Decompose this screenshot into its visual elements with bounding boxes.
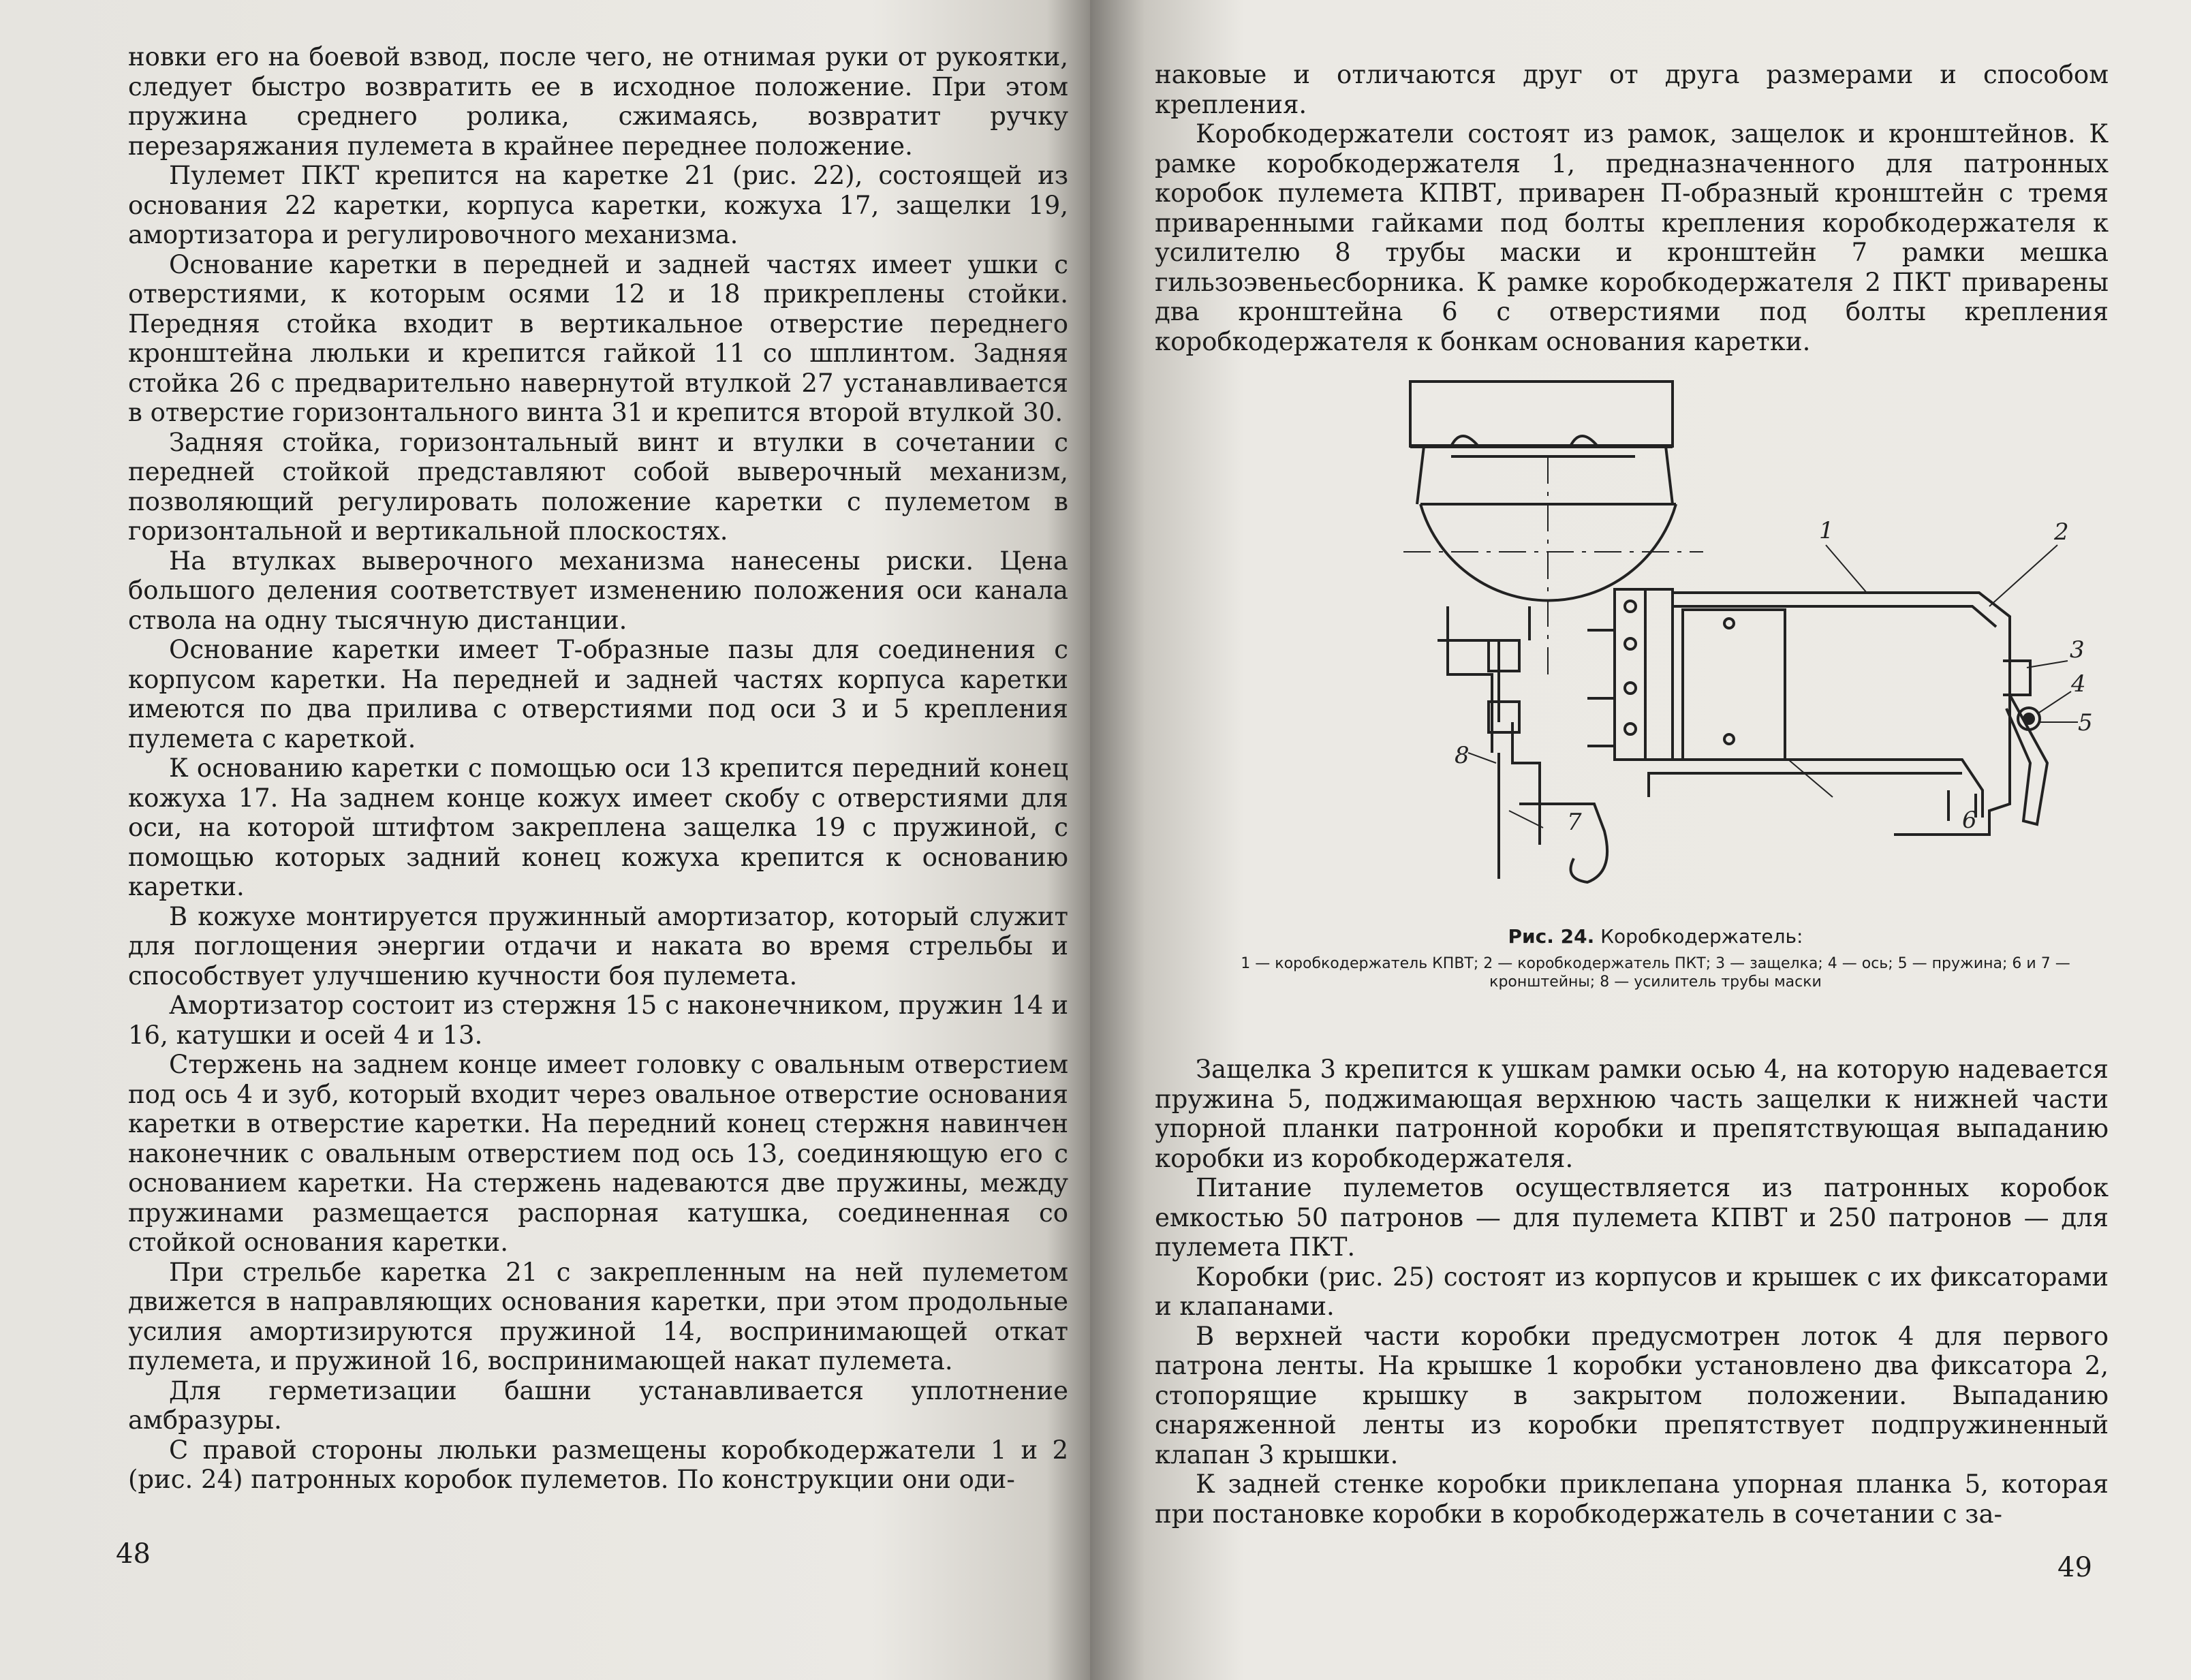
- figure-label: 7: [1567, 809, 1582, 836]
- paragraph: Защелка 3 крепится к ушкам рамки осью 4, на которую надевается пружина 5, поджимающая верхнюю часть защелки к нижней части упорной планки патронной коробки и препятствующая выпаданию коробки из коробкодержателя.: [1155, 1055, 2109, 1173]
- caption-legend: 1 — коробкодержатель КПВТ; 2 — коробкодержатель ПКТ; 3 — защелка; 4 — ось; 5 — пружина; 6 и 7 — кронштейны; 8 — усилитель трубы маски: [1241, 955, 2070, 991]
- paragraph: Коробки (рис. 25) состоят из корпусов и крышек с их фиксаторами и клапанами.: [1155, 1262, 2109, 1321]
- paragraph: Основание каретки в передней и задней частях имеет ушки с отверстиями, к которым осями 12 и 18 прикреплены стойки. Передняя стойка входит в вертикальное отверстие переднего кронштейна люльки и крепится гайкой 11 со шплинтом. Задняя стойка 26 с предварительно навернутой втулкой 27 устанавливается в отверстие горизонтального винта 31 и крепится второй втулкой 30.: [128, 249, 1068, 427]
- right-page: [1090, 0, 2191, 1680]
- box-holder-pkt: [1673, 593, 2010, 835]
- paragraph: К задней стенке коробки приклепана упорная планка 5, которая при постановке коробки в коробкодержатель в сочетании с за-: [1155, 1469, 2109, 1529]
- rivet: [1625, 724, 1636, 734]
- paragraph: новки его на боевой взвод, после чего, не отнимая руки от рукоятки, следует быстро возвратить ее в исходное положение. При этом пружина среднего ролика, сжимаясь, возвратит ручку перезаряжания пулемета в крайнее переднее положение.: [128, 42, 1068, 161]
- figure-label: 5: [2078, 709, 2093, 736]
- figure-label: 6: [1962, 807, 1977, 834]
- figure-label: 3: [2070, 636, 2085, 664]
- paragraph: В кожухе монтируется пружинный амортизатор, который служит для поглощения энергии отдачи и наката во время стрельбы и способствует улучшению кучности боя пулемета.: [128, 901, 1068, 991]
- bracket: [1448, 606, 1492, 753]
- hook: [1519, 804, 1607, 882]
- spring-5: [2024, 714, 2034, 724]
- rivet: [1724, 734, 1734, 744]
- paragraph: Задняя стойка, горизонтальный винт и втулки в сочетании с передней стойкой представляют собой выверочный механизм, позволяющий регулировать положение каретки с пулеметом в горизонтальной и вертикальной плоскостях.: [128, 427, 1068, 546]
- paragraph: наковые и отличаются друг от друга размерами и способом крепления.: [1155, 60, 2109, 119]
- rivet: [1625, 638, 1636, 649]
- left-page: [0, 0, 1090, 1680]
- figure-label: 8: [1455, 742, 1470, 769]
- page-number-right: 49: [2057, 1552, 2092, 1583]
- right-page-text-bottom: [1155, 1055, 2109, 1529]
- caption-figure-number: Рис. 24.: [1508, 925, 1595, 948]
- paragraph: На втулках выверочного механизма нанесены риски. Цена большого деления соответствует изменению положения оси канала ствола на одну тысячную дистанции.: [128, 546, 1068, 635]
- right-page-text-top: [1155, 60, 2109, 356]
- caption-title-text: Коробкодержатель:: [1600, 925, 1803, 948]
- box-holder-leg: [1649, 773, 1962, 797]
- bracket-7: [1512, 722, 1540, 845]
- paragraph: Коробкодержатели состоят из рамок, защелок и кронштейнов. К рамке коробкодержателя 1, предназначенного для патронных коробок пулемета КПВТ, приварен П-образный кронштейн с тремя приваренными гайками под болты крепления коробкодержателя к усилителю 8 трубы маски и кронштейн 7 рамки мешка гильзоэвеньесборника. К рамке коробкодержателя 2 ПКТ приварены два кронштейна 6 с отверстиями под болты крепления коробкодержателя к бонкам основания каретки.: [1155, 119, 2109, 356]
- figure-label: 4: [2071, 670, 2086, 698]
- paragraph: Основание каретки имеет Т-образные пазы для соединения с корпусом каретки. На передней и задней частях корпуса каретки имеются по два прилива с отверстиями под оси 3 и 5 крепления пулемета с кареткой.: [128, 635, 1068, 753]
- rivet: [1625, 683, 1636, 694]
- paragraph: С правой стороны люльки размещены коробкодержатели 1 и 2 (рис. 24) патронных коробок пулеметов. По конструкции они оди-: [128, 1435, 1068, 1494]
- rivet: [1625, 601, 1636, 612]
- figure-caption: [1189, 925, 2122, 991]
- page-number-left: 48: [116, 1538, 151, 1570]
- paragraph: В верхней части коробки предусмотрен лоток 4 для первого патрона ленты. На крышке 1 коробки установлено два фиксатора 2, стопорящие крышку в закрытом положении. Выпаданию снаряженной ленты из коробки препятствует подпружиненный клапан 3 крышки.: [1155, 1321, 2109, 1469]
- paragraph: Стержень на заднем конце имеет головку с овальным отверстием под ось 4 и зуб, который входит через овальное отверстие основания каретки в отверстие каретки. На передний конец стержня навинчен наконечник с овальным отверстием под ось 13, соединяющую его с основанием каретки. На стержень надеваются две пружины, между пружинами размещается распорная катушка, соединенная со стойкой основания каретки.: [128, 1050, 1068, 1257]
- leader-lines: [1468, 545, 2078, 828]
- paragraph: При стрельбе каретка 21 с закрепленным на ней пулеметом движется в направляющих основания каретки, при этом продольные усилия амортизируются пружиной 14, воспринимающей откат пулемета, и пружиной 16, воспринимающей накат пулемета.: [128, 1257, 1068, 1375]
- paragraph: К основанию каретки с помощью оси 13 крепится передний конец кожуха 17. На заднем конце кожух имеет скобу с отверстиями для оси, на которой штифтом закреплена защелка 19 с пружиной, с помощью которых задний конец кожуха крепится к основанию каретки.: [128, 753, 1068, 901]
- frame-ties: [1587, 630, 1615, 746]
- latch-3: [2003, 661, 2030, 695]
- box-holder-bottom: [1673, 760, 1983, 818]
- paragraph: Пулемет ПКТ крепится на каретке 21 (рис. 22), состоящей из основания 22 каретки, корпуса каретки, кожуха 17, защелки 19, амортизатора и регулировочного механизма.: [128, 161, 1068, 249]
- rivet: [1724, 619, 1734, 628]
- paragraph: Амортизатор состоит из стержня 15 с наконечником, пружин 14 и 16, катушки и осей 4 и 13.: [128, 991, 1068, 1050]
- hanger-frame: [1417, 446, 1673, 504]
- caption-title: [1189, 925, 2122, 948]
- mounting-block: [1410, 382, 1673, 446]
- figure-24-box-holder: [1294, 382, 2093, 913]
- nut: [1489, 640, 1519, 671]
- paragraph: Питание пулеметов осуществляется из патронных коробок емкостью 50 патронов — для пулемета КПВТ и 250 патронов — для пулемета ПКТ.: [1155, 1173, 2109, 1262]
- box-frame-kpvt: [1615, 589, 1673, 760]
- figure-label: 1: [1819, 517, 1834, 544]
- paragraph: Для герметизации башни устанавливается уплотнение амбразуры.: [128, 1375, 1068, 1435]
- figure-label: 2: [2054, 518, 2069, 546]
- left-page-text: [128, 42, 1068, 1495]
